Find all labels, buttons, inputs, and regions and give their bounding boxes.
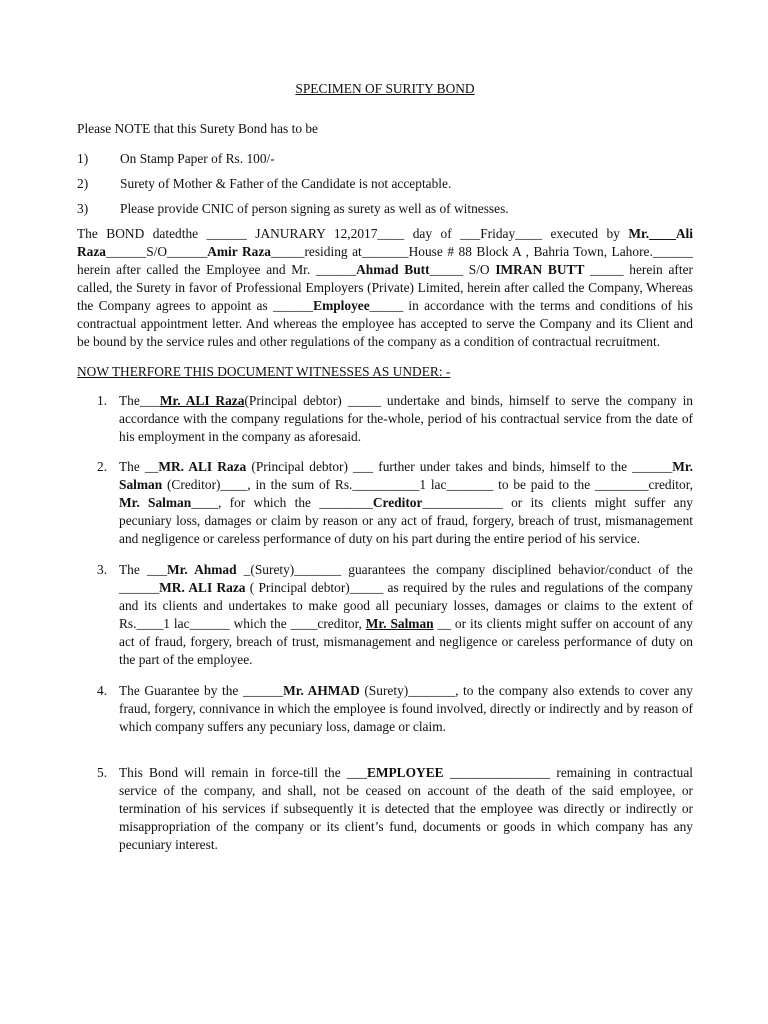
list-item xyxy=(77,175,693,193)
clause-item xyxy=(77,682,693,736)
employee-name: Mr.____Ali Raza xyxy=(77,226,693,259)
clause-fragment: The Guarantee by the ______ xyxy=(119,683,284,698)
clause-text xyxy=(119,458,693,548)
document-page xyxy=(77,80,693,854)
clause-fragment: _______________ remaining in contractual service of the company, and shall, not be ceased on account of the death of the said employee, or termination of his services if subsequently it is detected that the employee was directly or indirectly or misappropriation of the company or its client’s fund, documents or goods in which company has any pecuniary interest. xyxy=(119,765,693,852)
clause-bold-name: Creditor xyxy=(372,495,423,510)
clause-bold-name: Mr. Salman xyxy=(365,616,434,631)
clause-fragment: __ or its clients might suffer on account of any act of fraud, forgery, breach of trust, mismanagement and negligence or careless performance of duty on the part of the employee. xyxy=(119,616,693,667)
requirements-list xyxy=(77,150,693,218)
clause-bold-name: MR. ALI Raza xyxy=(158,459,247,474)
list-item xyxy=(77,150,693,168)
bond-text: _____residing at_______House # 88 Block A , Bahria Town, Lahore.______ herein after called the Employee and Mr. ______ xyxy=(77,244,693,277)
section-heading: NOW THERFORE THIS DOCUMENT WITNESSES AS UNDER: - xyxy=(77,364,451,379)
clause-number: 4. xyxy=(97,683,108,698)
list-item-number: 3) xyxy=(77,201,89,216)
clause-number: 5. xyxy=(97,765,108,780)
clause-text xyxy=(119,682,693,736)
clause-item xyxy=(77,392,693,446)
surety-father-name: IMRAN BUTT xyxy=(495,262,585,277)
clause-fragment: ____, for which the ________ xyxy=(191,495,373,510)
clause-fragment: (Principal debtor) ___ further under takes and binds, himself to the ______ xyxy=(246,459,673,474)
clause-text xyxy=(119,764,693,854)
list-item-number: 1) xyxy=(77,151,89,166)
clause-number: 2. xyxy=(97,459,108,474)
list-item xyxy=(77,200,693,218)
clause-fragment: ____________ or its clients might suffer any pecuniary loss, damages or claim by reason or any act of fraud, forgery, breach of trust, mismanagement and negligence or careless performance of duty on his part during the entire period of his service. xyxy=(119,495,693,546)
clause-text xyxy=(119,561,693,669)
employee-father-name: Amir Raza xyxy=(207,244,271,259)
clause-fragment: The ___ xyxy=(119,562,168,577)
clause-fragment: (Creditor)____, in the sum of Rs.__________1 lac_______ to be paid to the ________creditor, xyxy=(162,477,693,492)
bond-text: _____ herein after called, the Surety in favor of Professional Employers (Private) Limited, herein after called the Company, Whereas the Company agrees to appoint as ______ xyxy=(77,262,693,313)
clause-fragment: (Surety)_______, to the company also extends to cover any fraud, forgery, connivance in which the employee is found involved, directly or indirectly and by reason of which company suffers any pecuniary loss, damage or claim. xyxy=(119,683,693,734)
clause-bold-name: Mr. Ahmad xyxy=(167,562,237,577)
list-item-number: 2) xyxy=(77,176,89,191)
clause-fragment: The___ xyxy=(119,393,160,408)
list-item-text: Surety of Mother & Father of the Candidate is not acceptable. xyxy=(120,176,452,191)
clause-bold-name: MR. ALI Raza xyxy=(159,580,246,595)
bond-text: _____ in accordance with the terms and conditions of his contractual appointment letter. And whereas the employee has accepted to serve the Company and its Client and be bound by the service rules and other regulations of the company as a condition of contractual recruitment. xyxy=(77,298,693,349)
bond-text: _____ S/O xyxy=(429,262,496,277)
list-item-text: On Stamp Paper of Rs. 100/- xyxy=(120,151,275,166)
clause-bold-name: Mr. Salman xyxy=(119,459,693,492)
clause-number: 1. xyxy=(97,393,108,408)
clause-bold-name: EMPLOYEE xyxy=(366,765,444,780)
document-title: SPECIMEN OF SURITY BOND xyxy=(295,81,475,96)
bond-text: ______S/O______ xyxy=(106,244,208,259)
clause-text xyxy=(119,392,693,446)
clauses-list xyxy=(77,392,693,854)
clause-item xyxy=(77,561,693,669)
note-line: Please NOTE that this Surety Bond has to be xyxy=(77,121,318,136)
clause-number: 3. xyxy=(97,562,108,577)
surety-name: Ahmad Butt xyxy=(356,262,430,277)
list-item-text: Please provide CNIC of person signing as surety as well as of witnesses. xyxy=(120,201,509,216)
clause-fragment: This Bond will remain in force-till the ___ xyxy=(119,765,367,780)
clause-bold-name: Mr. Salman xyxy=(119,495,192,510)
clause-fragment: _(Surety)_______ guarantees the company disciplined behavior/conduct of the ______ xyxy=(119,562,693,595)
clause-item xyxy=(77,458,693,548)
bond-text: The BOND datedthe ______ JANURARY 12,2017____ day of ___Friday____ executed by xyxy=(77,226,629,241)
clause-fragment: ( Principal debtor)_____ as required by the rules and regulations of the company and its clients and undertakes to make good all pecuniary losses, damages or claims to the extent of Rs.____1 lac______ which the ____creditor, xyxy=(119,580,693,631)
position-title: Employee xyxy=(313,298,370,313)
clause-item xyxy=(77,764,693,854)
clause-fragment: (Principal debtor) _____ undertake and binds, himself to serve the company in accordance with the company regulations for the-whole, period of his contractual service from the date of his employment in the company as aforesaid. xyxy=(119,393,693,444)
clause-bold-name: Mr. AHMAD xyxy=(283,683,360,698)
bond-paragraph xyxy=(77,225,693,351)
clause-bold-name: Mr. ALI Raza xyxy=(159,393,245,408)
clause-fragment: The __ xyxy=(119,459,159,474)
